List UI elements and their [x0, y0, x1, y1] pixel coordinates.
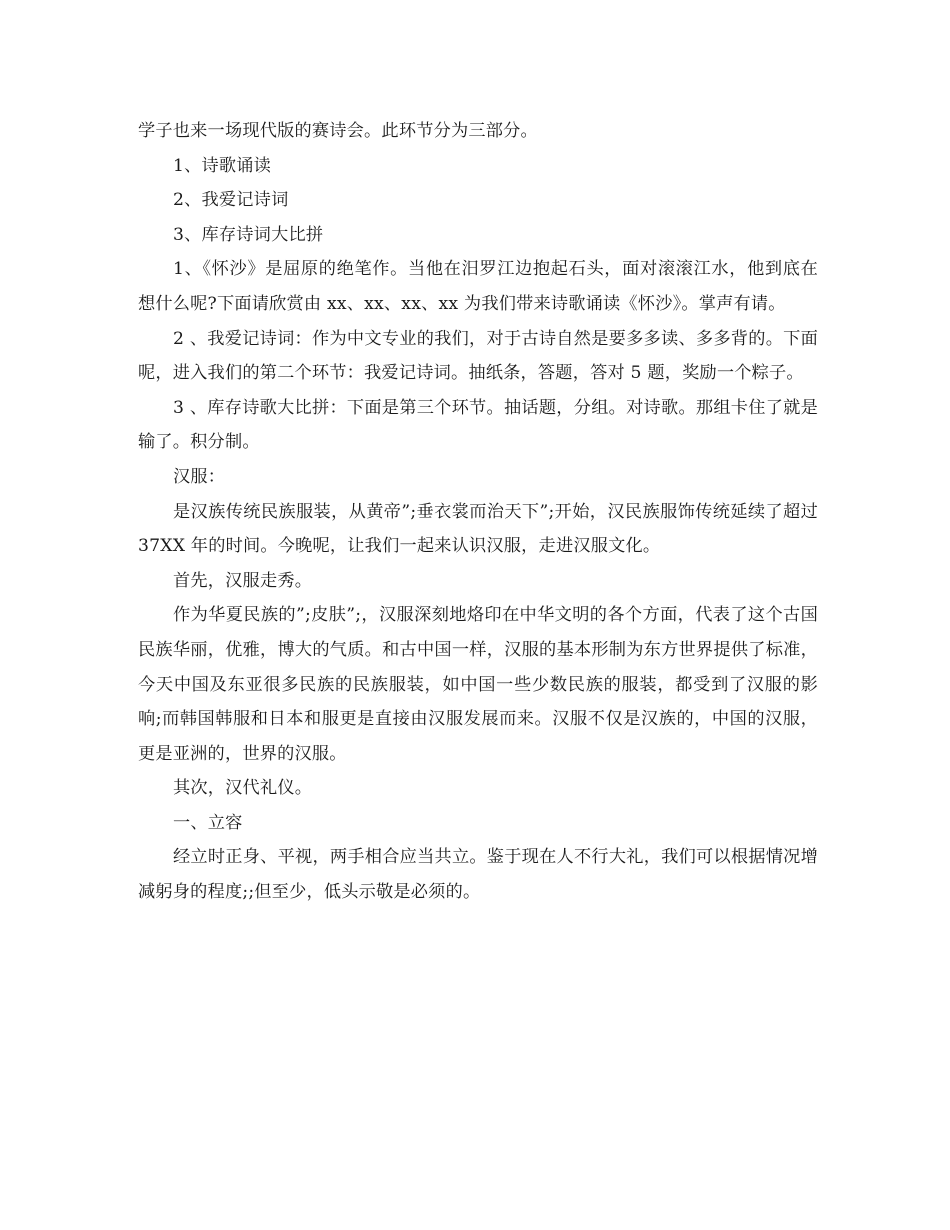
paragraph-intro-continuation: 学子也来一场现代版的赛诗会。此环节分为三部分。 [138, 121, 538, 141]
list-item-poetry-recitation: 1、诗歌诵读 [173, 155, 272, 176]
section-heading-hanfu: 汉服： [173, 466, 226, 487]
subheading-standing-posture: 一、立容 [173, 812, 243, 833]
document-body [138, 114, 818, 910]
paragraph-hanfu-influence: 作为华夏民族的”;皮肤”;，汉服深刻地烙印在中华文明的各个方面，代表了这个古国民族华丽，优雅，博大的气质。和古中国一样，汉服的基本形制为东方世界提供了标准，今天中国及东亚很多民族的民族服装，如中国一些少数民族的服装，都受到了汉服的影响;而韩国韩服和日本和服更是直接由汉服发展而来。汉服不仅是汉族的，中国的汉服，更是亚洲的，世界的汉服。 [138, 605, 818, 764]
paragraph-huaisha: 1、《怀沙》是屈原的绝笔作。当他在汨罗江边抱起石头，面对滚滚江水，他到底在想什么呢?下面请欣赏由 xx、xx、xx、xx 为我们带来诗歌诵读《怀沙》。掌声有请。 [138, 259, 818, 314]
paragraph-hanfu-show: 首先，汉服走秀。 [173, 570, 313, 591]
paragraph-memory-game: 2 、我爱记诗词：作为中文专业的我们，对于古诗自然是要多多读、多多背的。下面呢，进入我们的第二个环节：我爱记诗词。抽纸条，答题，答对 5 题，奖励一个粽子。 [138, 328, 818, 384]
paragraph-poetry-contest: 3 、库存诗歌大比拼：下面是第三个环节。抽话题，分组。对诗歌。那组卡住了就是输了。积分制。 [138, 397, 818, 453]
list-item-poetry-contest: 3、库存诗词大比拼 [173, 224, 324, 245]
paragraph-han-etiquette: 其次，汉代礼仪。 [173, 778, 313, 799]
paragraph-hanfu-history: 是汉族传统民族服装，从黄帝”;垂衣裳而治天下”;开始，汉民族服饰传统延续了超过 37XX 年的时间。今晚呢，让我们一起来认识汉服，走进汉服文化。 [138, 501, 818, 557]
paragraph-standing-posture: 经立时正身、平视，两手相合应当共立。鉴于现在人不行大礼，我们可以根据情况增减躬身的程度;;但至少，低头示敬是必须的。 [138, 847, 818, 903]
list-item-poetry-memory: 2、我爱记诗词 [173, 190, 289, 211]
